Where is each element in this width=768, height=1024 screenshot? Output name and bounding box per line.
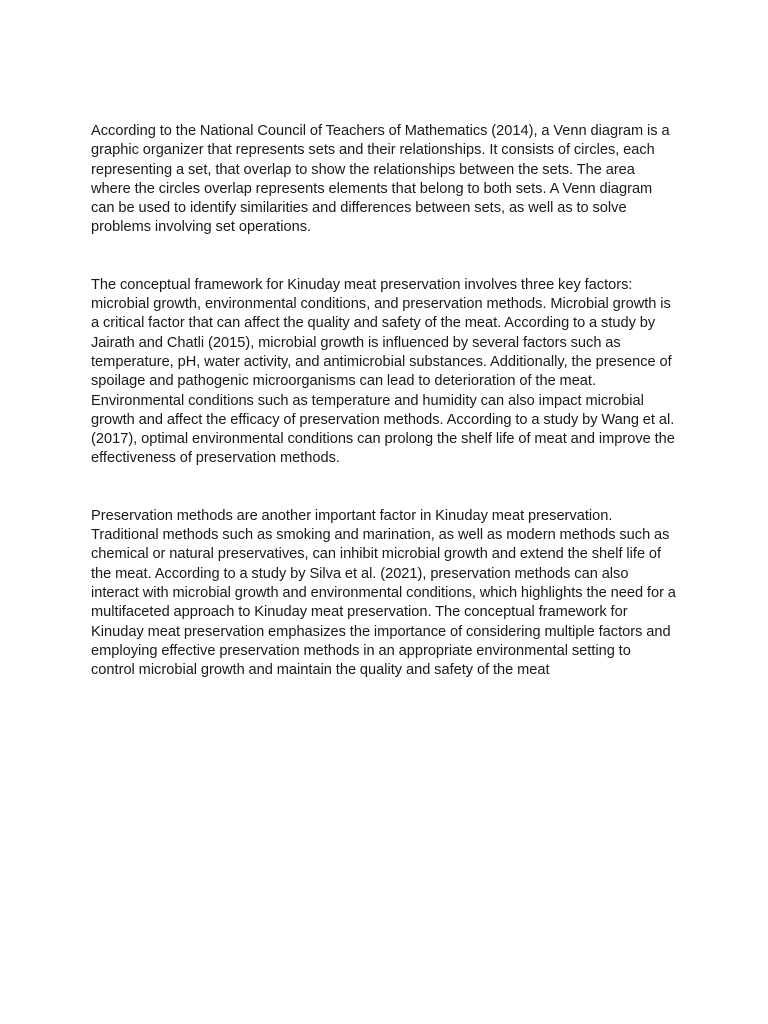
paragraph-conceptual-framework: The conceptual framework for Kinuday meat preservation involves three key factors: microbial growth, environmental conditions, and preservation methods. Microbial growth is a critical factor that can affect the quality and safety of the meat. According to a study by Jairath and Chatli (2015), microbial growth is influenced by several factors such as temperature, pH, water activity, and antimicrobial substances. Additionally, the presence of spoilage and pathogenic microorganisms can lead to deterioration of the meat. Environmental conditions such as temperature and humidity can also impact microbial growth and affect the efficacy of preservation methods. According to a study by Wang et al. (2017), optimal environmental conditions can prolong the shelf life of meat and improve the effectiveness of preservation methods. — [91, 276, 675, 467]
paragraph-preservation-methods: Preservation methods are another important factor in Kinuday meat preservation. Traditional methods such as smoking and marination, as well as modern methods such as chemical or natural preservatives, can inhibit microbial growth and extend the shelf life of the meat. According to a study by Silva et al. (2021), preservation methods can also interact with microbial growth and environmental conditions, which highlights the need for a multifaceted approach to Kinuday meat preservation. The conceptual framework for Kinuday meat preservation emphasizes the importance of considering multiple factors and employing effective preservation methods in an appropriate environmental setting to control microbial growth and maintain the quality and safety of the meat — [91, 507, 676, 679]
document-body — [91, 122, 677, 680]
paragraph-venn-diagram: According to the National Council of Teachers of Mathematics (2014), a Venn diagram is a graphic organizer that represents sets and their relationships. It consists of circles, each representing a set, that overlap to show the relationships between the sets. The area where the circles overlap represents elements that belong to both sets. A Venn diagram can be used to identify similarities and differences between sets, as well as to solve problems involving set operations. — [91, 123, 670, 236]
